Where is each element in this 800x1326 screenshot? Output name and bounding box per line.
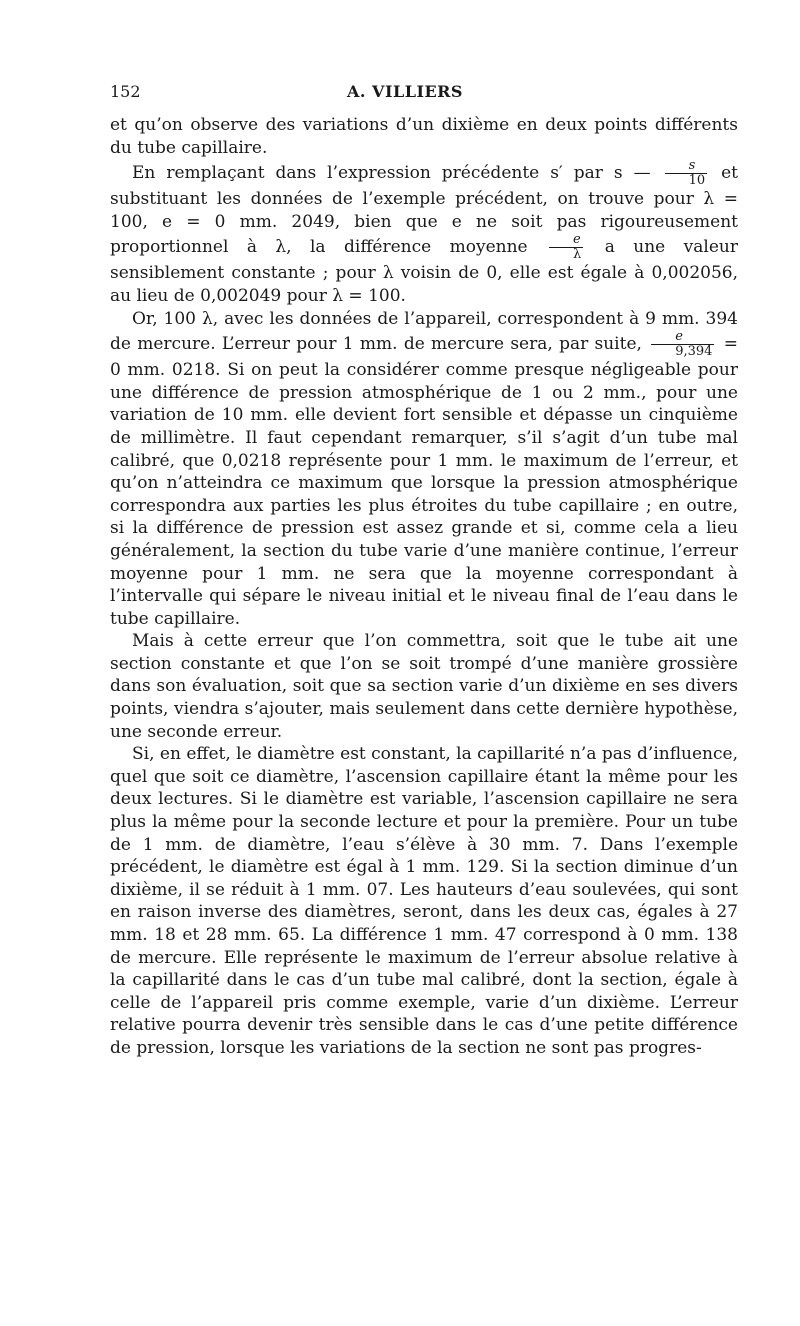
fraction-e-over-9394 <box>651 330 714 359</box>
running-title: A. VILLIERS <box>347 82 463 101</box>
text-body <box>110 114 738 1060</box>
fraction-numerator: e <box>573 232 581 248</box>
paragraph-2-text-b: et substituant les données de l’exemple précédent, on trouve pour λ = 100, e = 0 mm. 2049, bien que e ne soit pas rigoureusement proportionnel à λ, la différence moyenne <box>110 163 739 258</box>
fraction-e-over-lambda <box>549 233 583 262</box>
fraction-denominator: λ <box>549 247 583 262</box>
paragraph-2-text-a: En remplaçant dans l’expression précédente s′ par s — <box>132 163 651 184</box>
paragraph-1: et qu’on observe des variations d’un dixième en deux points différents du tube capillaire. <box>110 115 738 158</box>
paragraph-5: Si, en effet, le diamètre est constant, la capillarité n’a pas d’influence, quel que soit ce diamètre, l’ascension capillaire étant la même pour les deux lectures. Si le diamètre est variable, l’ascension capillaire ne sera plus la même pour la seconde lecture et pour la première. Pour un tube de 1 mm. de diamètre, l’eau s’élève à 30 mm. 7. Dans l’exemple précédent, le diamètre est égal à 1 mm. 129. Si la section diminue d’un dixième, il se réduit à 1 mm. 07. Les hauteurs d’eau soulevées, qui sont en raison inverse des diamètres, seront, dans les deux cas, égales à 27 mm. 18 et 28 mm. 65. La différence 1 mm. 47 correspond à 0 mm. 138 de mercure. Elle représente le maximum de l’erreur absolue relative à la capillarité dans le cas d’un tube mal calibré, dont la section, égale à celle de l’appareil pris comme exemple, varie d’un dixième. L’erreur relative pourra devenir très sensible dans le cas d’une petite différence de pression, lorsque les variations de la section ne sont pas progres- <box>110 744 738 1058</box>
paragraph-2 <box>110 159 738 307</box>
page-number: 152 <box>110 82 141 101</box>
paragraph-4: Mais à cette erreur que l’on commettra, soit que le tube ait une section constante et que l’on se soit trompé d’une manière grossière dans son évaluation, soit que sa section varie d’un dixième en ses divers points, viendra s’ajouter, mais seulement dans cette dernière hypothèse, une seconde erreur. <box>110 631 738 742</box>
fraction-numerator: s <box>688 158 696 174</box>
fraction-s-over-10 <box>665 159 708 188</box>
paragraph-3-text-b: = 0 mm. 0218. Si on peut la considérer comme presque négligeable pour une différence de pression atmosphérique de 1 ou 2 mm., pour une variation de 10 mm. elle devient fort sensible et dépasse un cinquième de millimètre. Il faut cependant remarquer, s’il s’agit d’un tube mal calibré, que 0,0218 représente pour 1 mm. le maximum de l’erreur, et qu’on n’atteindra ce maximum que lorsque la pression atmosphérique correspondra aux parties les plus étroites du tube capillaire ; en outre, si la différence de pression est assez grande et si, comme cela a lieu généralement, la section du tube varie d’une manière continue, l’erreur moyenne pour 1 mm. ne sera que la moyenne correspondant à l’intervalle qui sépare le niveau initial et le niveau final de l’eau dans le tube capillaire. <box>110 334 739 629</box>
fraction-denominator: 10 <box>665 173 708 188</box>
paragraph-2-text-c: a une valeur sensiblement constante ; pour λ voisin de 0, elle est égale à 0,002056, au lieu de 0,002049 pour λ = 100. <box>110 237 738 306</box>
paragraph-3-text-a: Or, 100 λ, avec les données de l’appareil, correspondent à 9 mm. 394 de mercure. L’erreur pour 1 mm. de mercure sera, par suite, <box>110 308 738 355</box>
paragraph-3 <box>110 308 738 631</box>
fraction-denominator: 9,394 <box>651 344 714 359</box>
running-header <box>110 82 700 106</box>
fraction-numerator: e <box>675 329 683 345</box>
